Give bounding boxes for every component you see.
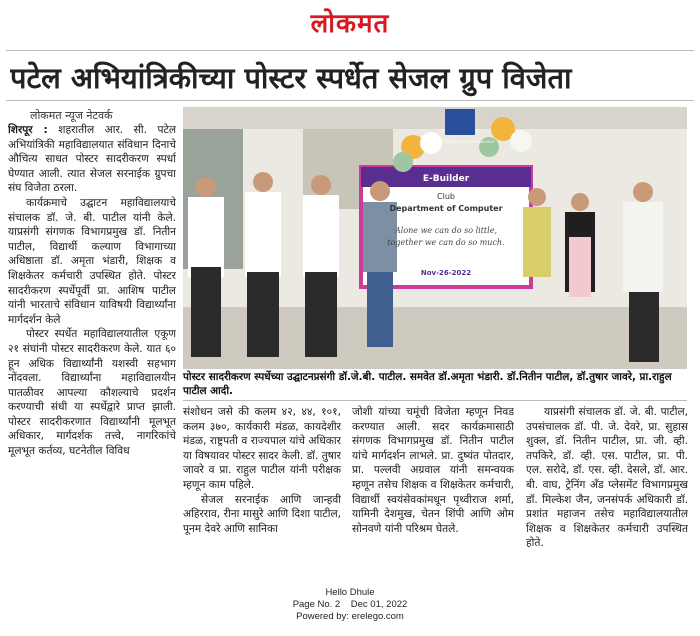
column-2-para-1: संशोधन जसे की कलम ४२, ४४, १०१, कलम ३७०, कार्यकारी मंडळ, कायदेशीर मंडळ, राष्ट्रपती व राज्यपाल यांचे अधिकार या विषयावर पोस्टर सादर केली. डॉ. तुषार जावरे व प्रा. राहुल पाटील यांनी परीक्षक म्हणून काम पहिले.	[183, 406, 341, 491]
banner-date: Nov-26-2022	[420, 269, 472, 277]
footer	[0, 587, 700, 623]
footer-powered-by: Powered by: erelego.com	[296, 611, 404, 622]
banner-quote-1: Alone we can do so little,	[395, 226, 497, 235]
photo-caption: पोस्टर सादरीकरण स्पर्धेच्या उद्घाटनप्रसंगी डॉ.जे.बी. पाटील. समवेत डॉ.अमृता भंडारी. डॉ.नितीन पाटील, डॉ.तुषार जावरे, प्रा.राहुल पाटील आदी.	[183, 371, 672, 397]
column-1	[8, 123, 176, 583]
banner-dept: Department of Computer	[389, 204, 503, 213]
para-3: पोस्टर स्पर्धेत महाविद्यालयातील एकूण २१ संघांनी पोस्टर सादरीकरण केले. यात ६० हून अधिक विद्यार्थ्यांनी यशस्वी सहभाग नोंदवला. विद्यार्थ्यांना महाविद्यालयीन पातळीवर आपल्या कौशल्याचे प्रदर्शन करण्याची संधी या स्पर्धेद्वारे प्राप्त झाली. पोस्टर सादरीकरणात विद्यार्थ्यांनी मूलभूत अधिकार, मार्गदर्शक तत्त्वे, नागरिकांचे मूलभूत कर्तव्य, घटनेतील विविध	[8, 328, 176, 458]
column-4	[526, 405, 688, 583]
masthead-logo: लोकमत	[310, 9, 390, 39]
headline: पटेल अभियांत्रिकीच्या पोस्टर स्पर्धेत सेजल ग्रुप विजेता	[10, 61, 572, 95]
caption-rule	[183, 400, 687, 401]
event-photo-illustration	[183, 107, 687, 369]
footer-page-date: Page No. 2 Dec 01, 2022	[292, 599, 408, 610]
byline: लोकमत न्यूज नेटवर्क	[30, 109, 113, 122]
column-3	[352, 405, 514, 583]
para-1: शहरातील आर. सी. पटेल अभियांत्रिकी महाविद्यालयात संविधान दिनाचे औचित्य साधत पोस्टर सादरीकरण स्पर्धा घेण्यात आली. त्यात सेजल सरनाईक ग्रुपचा संघ विजेता ठरला.	[8, 124, 176, 195]
column-4-para: याप्रसंगी संचालक डॉ. जे. बी. पाटील, उपसंचालक डॉ. पी. जे. देवरे, प्रा. सुहास शुक्ल, डॉ. नितीन पाटील, प्रा. जी. व्ही. तपकिरे, डॉ. व्ही. एस. पाटील, प्रा. पी. एल. सरोदे, डॉ. एस. व्ही. देसले, डॉ. आर. बी. वाघ, ट्रेनिंग अँड प्लेसमेंट विभागप्रमुख डॉ. मिल्केश जैन, जनसंपर्क अधिकारी डॉ. प्रशांत महाजन तसेच महाविद्यालयातील शिक्षक व शिक्षकेतर कर्मचारी उपस्थित होते.	[526, 406, 688, 550]
banner-club: Club	[437, 192, 455, 201]
column-3-para: जोशी यांच्या चमूंची विजेता म्हणून निवड करण्यात आली. सदर कार्यक्रमासाठी संगणक विभागप्रमुख डॉ. नितीन पाटील यांचे मार्गदर्शन लाभले. प्रा. दुष्यंत पोतदार, प्रा. पल्लवी अग्रवाल यांनी समन्वयक म्हणून तसेच शिक्षक व शिक्षकेतर कर्मचारी, विद्यार्थी स्वयंसेवकांमधून पृथ्वीराज शर्मा, यामिनी देशमुख, चेतन शिंपी आणि ओम सोनवणे यांनी परिश्रम घेतले.	[352, 406, 514, 535]
column-2	[183, 405, 341, 583]
banner-quote-2: together we can do so much.	[387, 238, 505, 247]
footer-edition: Hello Dhule	[325, 587, 375, 598]
masthead	[0, 4, 700, 40]
top-rule	[6, 50, 694, 51]
headline-rule	[6, 100, 694, 101]
dateline: शिरपूर :	[8, 124, 48, 136]
event-photo	[183, 107, 687, 369]
para-2: कार्यक्रमाचे उद्घाटन महाविद्यालयाचे संचालक डॉ. जे. बी. पाटील यांनी केले. याप्रसंगी संगणक विभागप्रमुख डॉ. नितीन पाटील, विद्यार्थी कल्याण विभागाच्या अधिष्ठाता डॉ. अमृता भंडारी, शिक्षक व शिक्षकेतर कर्मचारी उपस्थित होते. पोस्टर सादरीकरण स्पर्धेपूर्वी प्रा. आशिष पाटील यांनी भारताचे संविधान याविषयी विद्यार्थ्यांना मार्गदर्शन केले	[8, 196, 176, 326]
institute-logo-text: R. C. PATEL INSTITUTE OF TECHNOLOGY	[425, 140, 495, 144]
banner-title: E-Builder	[422, 174, 470, 184]
column-2-para-2: सेजल सरनाईक आणि जान्हवी अहिरराव, रीना मासुरे आणि दिशा पाटील, पूनम देवरे आणि सानिका	[183, 493, 341, 535]
